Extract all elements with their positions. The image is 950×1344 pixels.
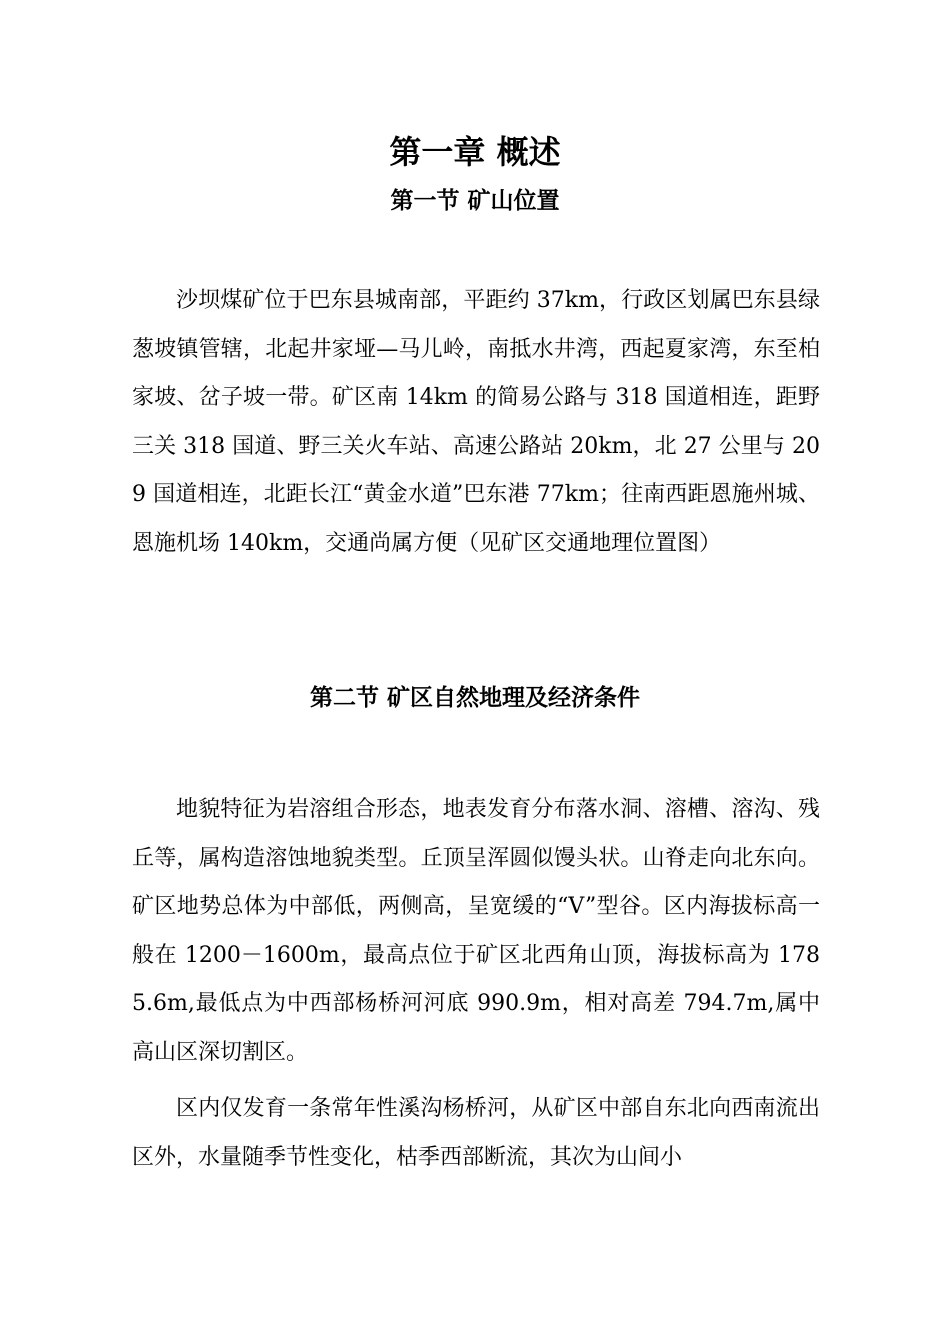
paragraph-landform: 地貌特征为岩溶组合形态，地表发育分布落水洞、溶槽、溶沟、残丘等，属构造溶蚀地貌类型。丘顶呈浑圆似馒头状。山脊走向北东向。矿区地势总体为中部低，两侧高，呈宽缓的“V”型谷。区内海拔标高一般在 1200－1600m，最高点位于矿区北西角山顶，海拔标高为 1785.6m,最低点为中西部杨桥河河底 990.9m，相对高差 794.7m,属中高山区深切割区。 [132,797,820,1065]
section-title-geography: 第二节 矿区自然地理及经济条件 [309,684,640,711]
section-title-location: 第一节 矿山位置 [390,187,560,214]
chapter-title: 第一章 概述 [389,133,561,171]
paragraph-hydrology: 区内仅发育一条常年性溪沟杨桥河，从矿区中部自东北向西南流出区外，水量随季节性变化，枯季西部断流，其次为山间小 [132,1096,820,1170]
paragraph-mine-location: 沙坝煤矿位于巴东县城南部，平距约 37km，行政区划属巴东县绿葱坡镇管辖，北起井家垭—马儿岭，南抵水井湾，西起夏家湾，东至柏家坡、岔子坡一带。矿区南 14km 的简易公路与 318 国道相连，距野三关 318 国道、野三关火车站、高速公路站 20km，北 27 公里与 209 国道相连，北距长江“黄金水道”巴东港 77km；往南西距恩施州城、恩施机场 140km，交通尚属方便（见矿区交通地理位置图） [132,288,820,556]
